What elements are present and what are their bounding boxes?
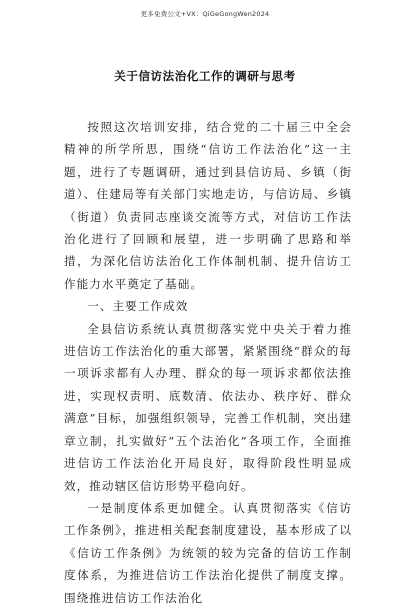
body-paragraph: 一是制度体系更加健全。认真贯彻落实《信访工作条例》，推进相关配套制度建设，基本形成了以《信访工作条例》为统领的较为完备的信访工作制度体系，为推进信访工作法治化提供了制度支撑。围绕推进信访工作法治化: [64, 500, 352, 605]
body-paragraph: 全县信访系统认真贯彻落实党中央关于着力推进信访工作法治化的重大部署，紧紧围绕“群众的每一项诉求都有人办理、群众的每一项诉求都依法推进，实现权责明、底数清、依法办、秩序好、群众满意”目标，加强组织领导，完善工作机制，突出建章立制，扎实做好“五个法治化”各项工作，全面推进信访工作法治化开局良好，取得阶段性明显成效，推动辖区信访形势平稳向好。: [64, 321, 352, 493]
document-title: 关于信访法治化工作的调研与思考: [114, 69, 296, 83]
intro-paragraph: 按照这次培训安排，结合党的二十届三中全会精神的所学所思，围绕“信访工作法治化”这一主题，进行了专题调研，通过到县信访局、乡镇（街道）、住建局等有关部门实地走访，与信访局、乡镇（街道）负责同志座谈交流等方式，对信访工作法治化进行了回顾和展望，进一步明确了思路和举措，为深化信访法治化工作体制机制、提升信访工作能力水平奠定了基础。: [64, 120, 352, 291]
document-body: [64, 116, 352, 609]
section-heading: 一、主要工作成效: [87, 299, 189, 314]
header-note: 更多免费公文+VX：QiGeGongWen2024: [140, 10, 270, 18]
